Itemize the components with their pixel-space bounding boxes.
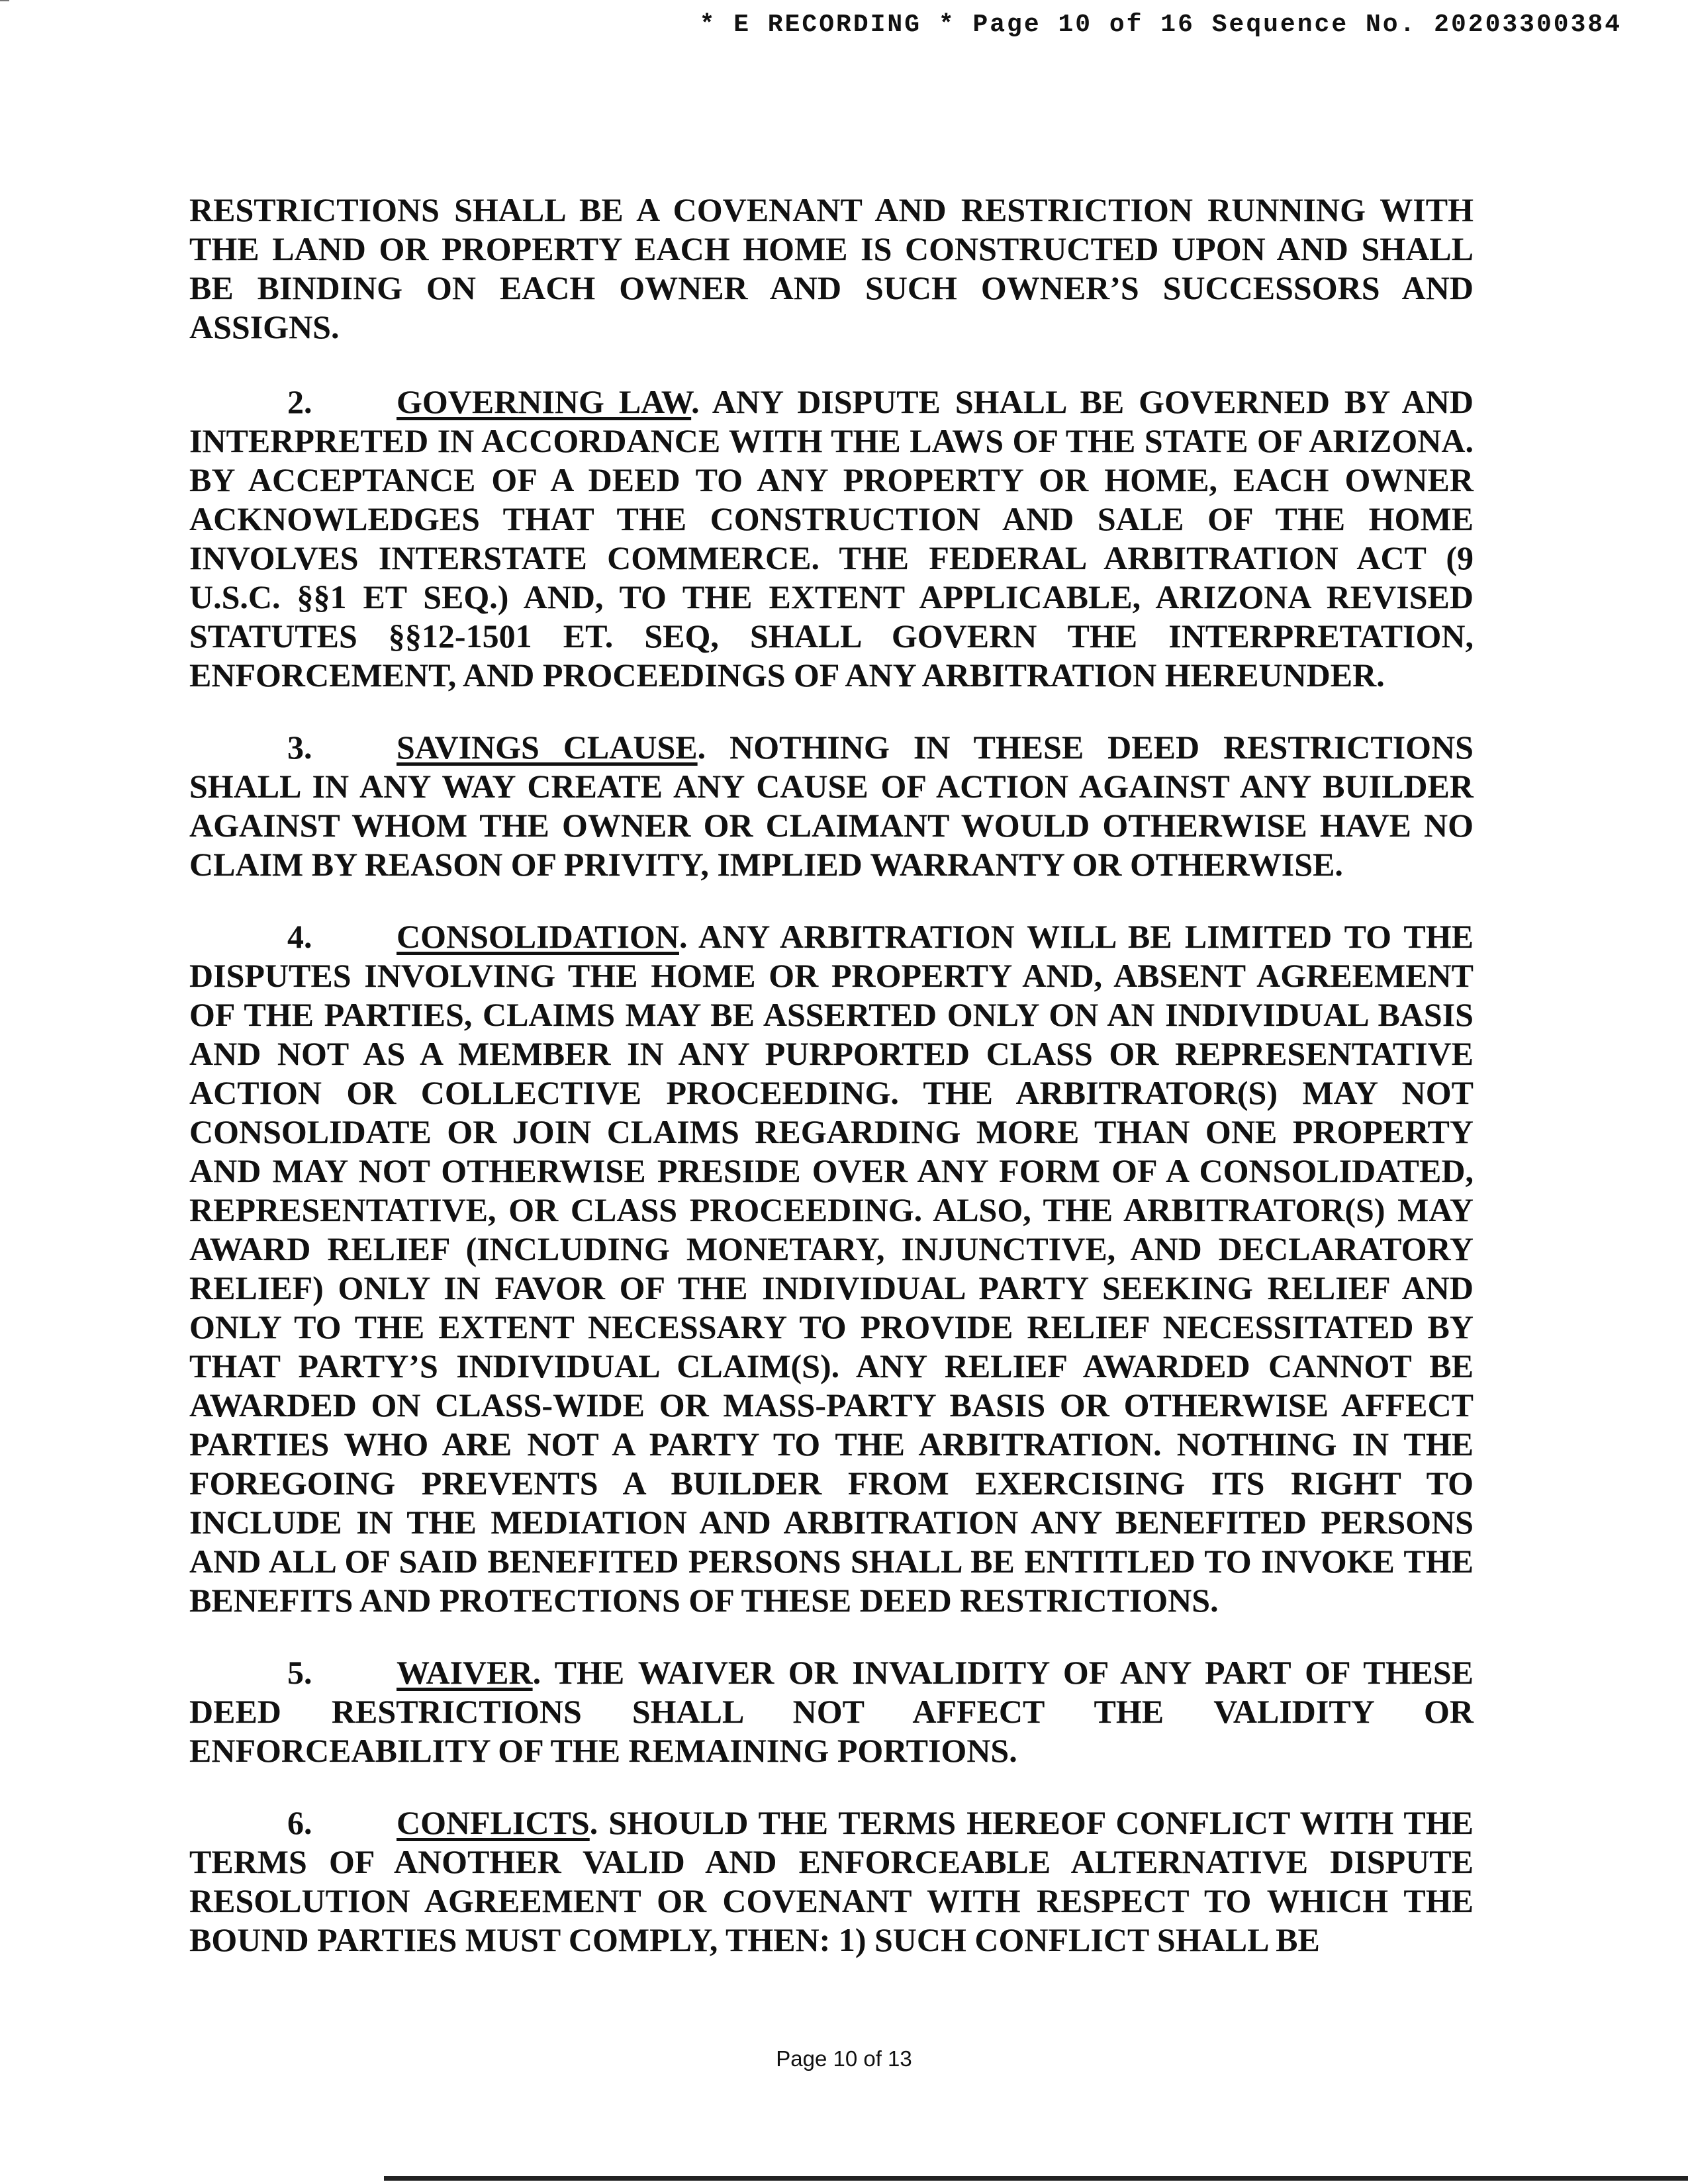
section-number: 3. — [287, 729, 312, 766]
section-heading: WAIVER — [397, 1654, 533, 1691]
section-text: . ANY DISPUTE SHALL BE GOVERNED BY AND INTERPRETED IN ACCORDANCE WITH THE LAWS OF THE STATE OF ARIZONA. BY ACCEPTANCE OF A DEED TO ANY PROPERTY OR HOME, EACH OWNER ACKNOWLEDGES THAT THE CONSTRUCTION AND SALE OF THE HOME INVOLVES INTERSTATE COMMERCE. THE FEDERAL ARBITRATION ACT (9 U.S.C. §§1 ET SEQ.) AND, TO THE EXTENT APPLICABLE, ARIZONA REVISED STATUTES §§12-1501 ET. SEQ, SHALL GOVERN THE INTERPRETATION, ENFORCEMENT, AND PROCEEDINGS OF ANY ARBITRATION HEREUNDER. — [189, 383, 1474, 694]
section-consolidation — [189, 917, 1474, 1620]
section-heading: GOVERNING LAW — [397, 383, 692, 420]
page-number-footer: Page 10 of 13 — [776, 2046, 912, 2071]
section-text: . NOTHING IN THESE DEED RESTRICTIONS SHALL IN ANY WAY CREATE ANY CAUSE OF ACTION AGAINST ANY BUILDER AGAINST WHOM THE OWNER OR CLAIMANT WOULD OTHERWISE HAVE NO CLAIM BY REASON OF PRIVITY, IMPLIED WARRANTY OR OTHERWISE. — [189, 729, 1474, 883]
section-number: 5. — [287, 1654, 312, 1691]
section-number: 2. — [287, 383, 312, 420]
section-heading: CONSOLIDATION — [397, 918, 679, 955]
section-text: . SHOULD THE TERMS HEREOF CONFLICT WITH THE TERMS OF ANOTHER VALID AND ENFORCEABLE ALTERNATIVE DISPUTE RESOLUTION AGREEMENT OR COVENANT WITH RESPECT TO WHICH THE BOUND PARTIES MUST COMPLY, THEN: 1) SUCH CONFLICT SHALL BE — [189, 1804, 1474, 1958]
recording-stamp: * E RECORDING * Page 10 of 16 Sequence No. 20203300384 — [699, 11, 1622, 39]
scan-bottom-edge — [384, 2176, 1688, 2181]
section-heading: SAVINGS CLAUSE — [397, 729, 698, 766]
scan-corner-mark — [0, 0, 9, 1]
intro-paragraph: RESTRICTIONS SHALL BE A COVENANT AND RESTRICTION RUNNING WITH THE LAND OR PROPERTY EACH HOME IS CONSTRUCTED UPON AND SHALL BE BINDING ON EACH OWNER AND SUCH OWNER’S SUCCESSORS AND ASSIGNS. — [189, 191, 1474, 345]
section-heading: CONFLICTS — [397, 1804, 590, 1841]
section-number: 4. — [287, 918, 312, 955]
section-conflicts — [189, 1803, 1474, 1960]
section-text: . THE WAIVER OR INVALIDITY OF ANY PART OF THESE DEED RESTRICTIONS SHALL NOT AFFECT THE VALIDITY OR ENFORCEABILITY OF THE REMAINING PORTIONS. — [189, 1654, 1474, 1769]
document-body — [189, 191, 1474, 1993]
section-number: 6. — [287, 1804, 312, 1841]
section-governing-law — [189, 383, 1474, 695]
section-text: . ANY ARBITRATION WILL BE LIMITED TO THE DISPUTES INVOLVING THE HOME OR PROPERTY AND, ABSENT AGREEMENT OF THE PARTIES, CLAIMS MAY BE ASSERTED ONLY ON AN INDIVIDUAL BASIS AND NOT AS A MEMBER IN ANY PURPORTED CLASS OR REPRESENTATIVE ACTION OR COLLECTIVE PROCEEDING. THE ARBITRATOR(S) MAY NOT CONSOLIDATE OR JOIN CLAIMS REGARDING MORE THAN ONE PROPERTY AND MAY NOT OTHERWISE PRESIDE OVER ANY FORM OF A CONSOLIDATED, REPRESENTATIVE, OR CLASS PROCEEDING. ALSO, THE ARBITRATOR(S) MAY AWARD RELIEF (INCLUDING MONETARY, INJUNCTIVE, AND DECLARATORY RELIEF) ONLY IN FAVOR OF THE INDIVIDUAL PARTY SEEKING RELIEF AND ONLY TO THE EXTENT NECESSARY TO PROVIDE RELIEF NECESSITATED BY THAT PARTY’S INDIVIDUAL CLAIM(S). ANY RELIEF AWARDED CANNOT BE AWARDED ON CLASS-WIDE OR MASS-PARTY BASIS OR OTHERWISE AFFECT PARTIES WHO ARE NOT A PARTY TO THE ARBITRATION. NOTHING IN THE FOREGOING PREVENTS A BUILDER FROM EXERCISING ITS RIGHT TO INCLUDE IN THE MEDIATION AND ARBITRATION ANY BENEFITED PERSONS AND ALL OF SAID BENEFITED PERSONS SHALL BE ENTITLED TO INVOKE THE BENEFITS AND PROTECTIONS OF THESE DEED RESTRICTIONS. — [189, 918, 1474, 1619]
section-savings-clause — [189, 728, 1474, 884]
section-waiver — [189, 1653, 1474, 1770]
